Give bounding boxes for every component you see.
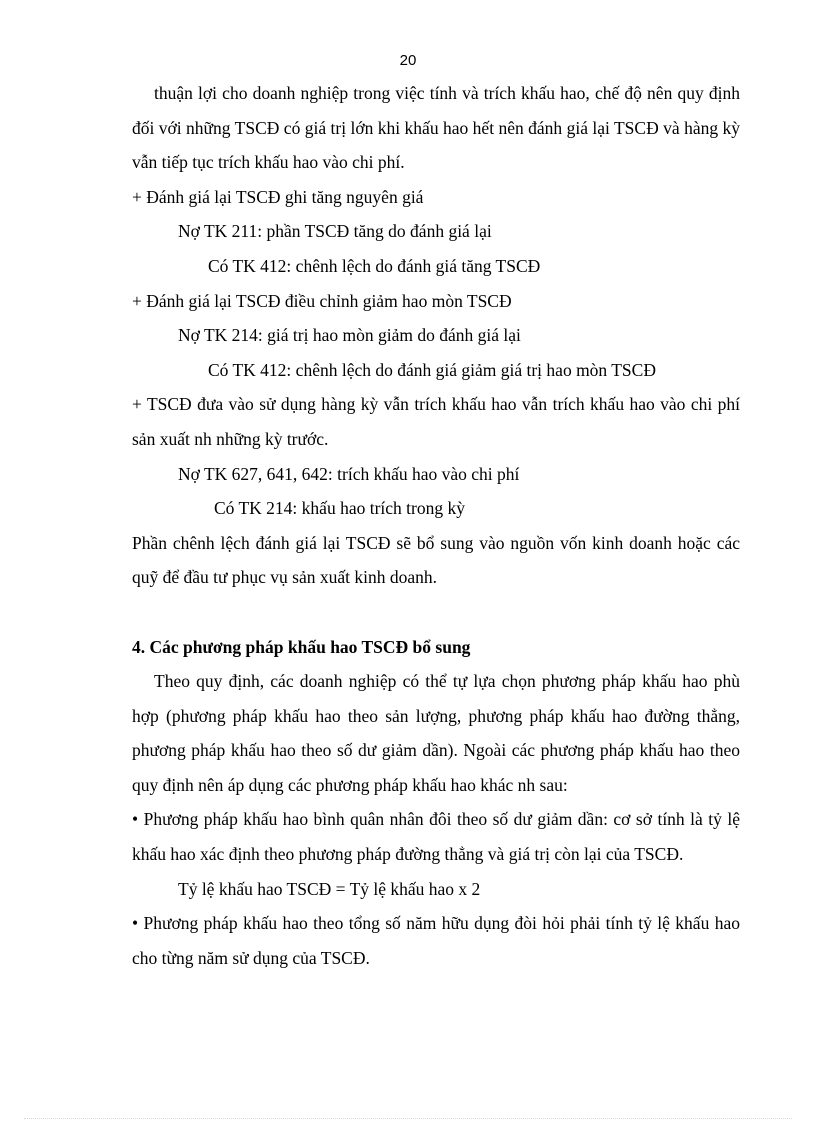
formula-depreciation-rate: Tỷ lệ khấu hao TSCĐ = Tỷ lệ khấu hao x 2	[178, 878, 481, 899]
list-item-revaluation-wear-adjust: + Đánh giá lại TSCĐ điều chỉnh giảm hao mòn TSCĐ	[132, 290, 512, 311]
bullet-sum-of-years: • Phương pháp khấu hao theo tổng số năm hữu dụng đòi hỏi phải tính tỷ lệ khấu hao cho từng năm sử dụng của TSCĐ.	[132, 913, 740, 968]
journal-entry-credit: Có TK 412: chênh lệch do đánh giá tăng TSCĐ	[208, 255, 541, 276]
page-bottom-divider	[24, 1118, 792, 1119]
journal-entry-debit: Nợ TK 627, 641, 642: trích khấu hao vào chi phí	[178, 463, 520, 484]
paragraph-depreciation-policy: thuận lợi cho doanh nghiệp trong việc tính và trích khấu hao, chế độ nên quy định đối với những TSCĐ có giá trị lớn khi khấu hao hết nên đánh giá lại TSCĐ và hàng kỳ vẫn tiếp tục trích khấu hao vào chi phí.	[132, 83, 740, 173]
journal-entry-credit: Có TK 412: chênh lệch do đánh giá giảm giá trị hao mòn TSCĐ	[208, 359, 656, 380]
list-item-continued-depreciation: + TSCĐ đưa vào sử dụng hàng kỳ vẫn trích khấu hao vẫn trích khấu hao vào chi phí sản xuất nh những kỳ trước.	[132, 394, 740, 449]
document-body	[132, 76, 740, 975]
journal-entry-credit: Có TK 214: khấu hao trích trong kỳ	[214, 498, 465, 519]
journal-entry-debit: Nợ TK 214: giá trị hao mòn giảm do đánh giá lại	[178, 325, 521, 346]
section-heading: 4. Các phương pháp khấu hao TSCĐ bổ sung	[132, 636, 471, 657]
list-item-revaluation-increase: + Đánh giá lại TSCĐ ghi tăng nguyên giá	[132, 186, 424, 207]
bullet-double-declining: • Phương pháp khấu hao bình quân nhân đôi theo số dư giảm dần: cơ sở tính là tỷ lệ khấu hao xác định theo phương pháp đường thẳng và giá trị còn lại của TSCĐ.	[132, 809, 740, 865]
paragraph-revaluation-difference: Phần chênh lệch đánh giá lại TSCĐ sẽ bổ sung vào nguồn vốn kinh doanh hoặc các quỹ để đầu tư phục vụ sản xuất kinh doanh.	[132, 532, 740, 588]
journal-entry-debit: Nợ TK 211: phần TSCĐ tăng do đánh giá lại	[178, 221, 492, 242]
page-number: 20	[399, 52, 417, 69]
paragraph-depreciation-methods: Theo quy định, các doanh nghiệp có thể tự lựa chọn phương pháp khấu hao phù hợp (phương pháp khấu hao theo sản lượng, phương pháp khấu hao đường thẳng, phương pháp khấu hao theo số dư giảm dần). Ngoài các phương pháp khấu hao theo quy định nên áp dụng các phương pháp khấu hao khác nh sau:	[132, 671, 740, 795]
